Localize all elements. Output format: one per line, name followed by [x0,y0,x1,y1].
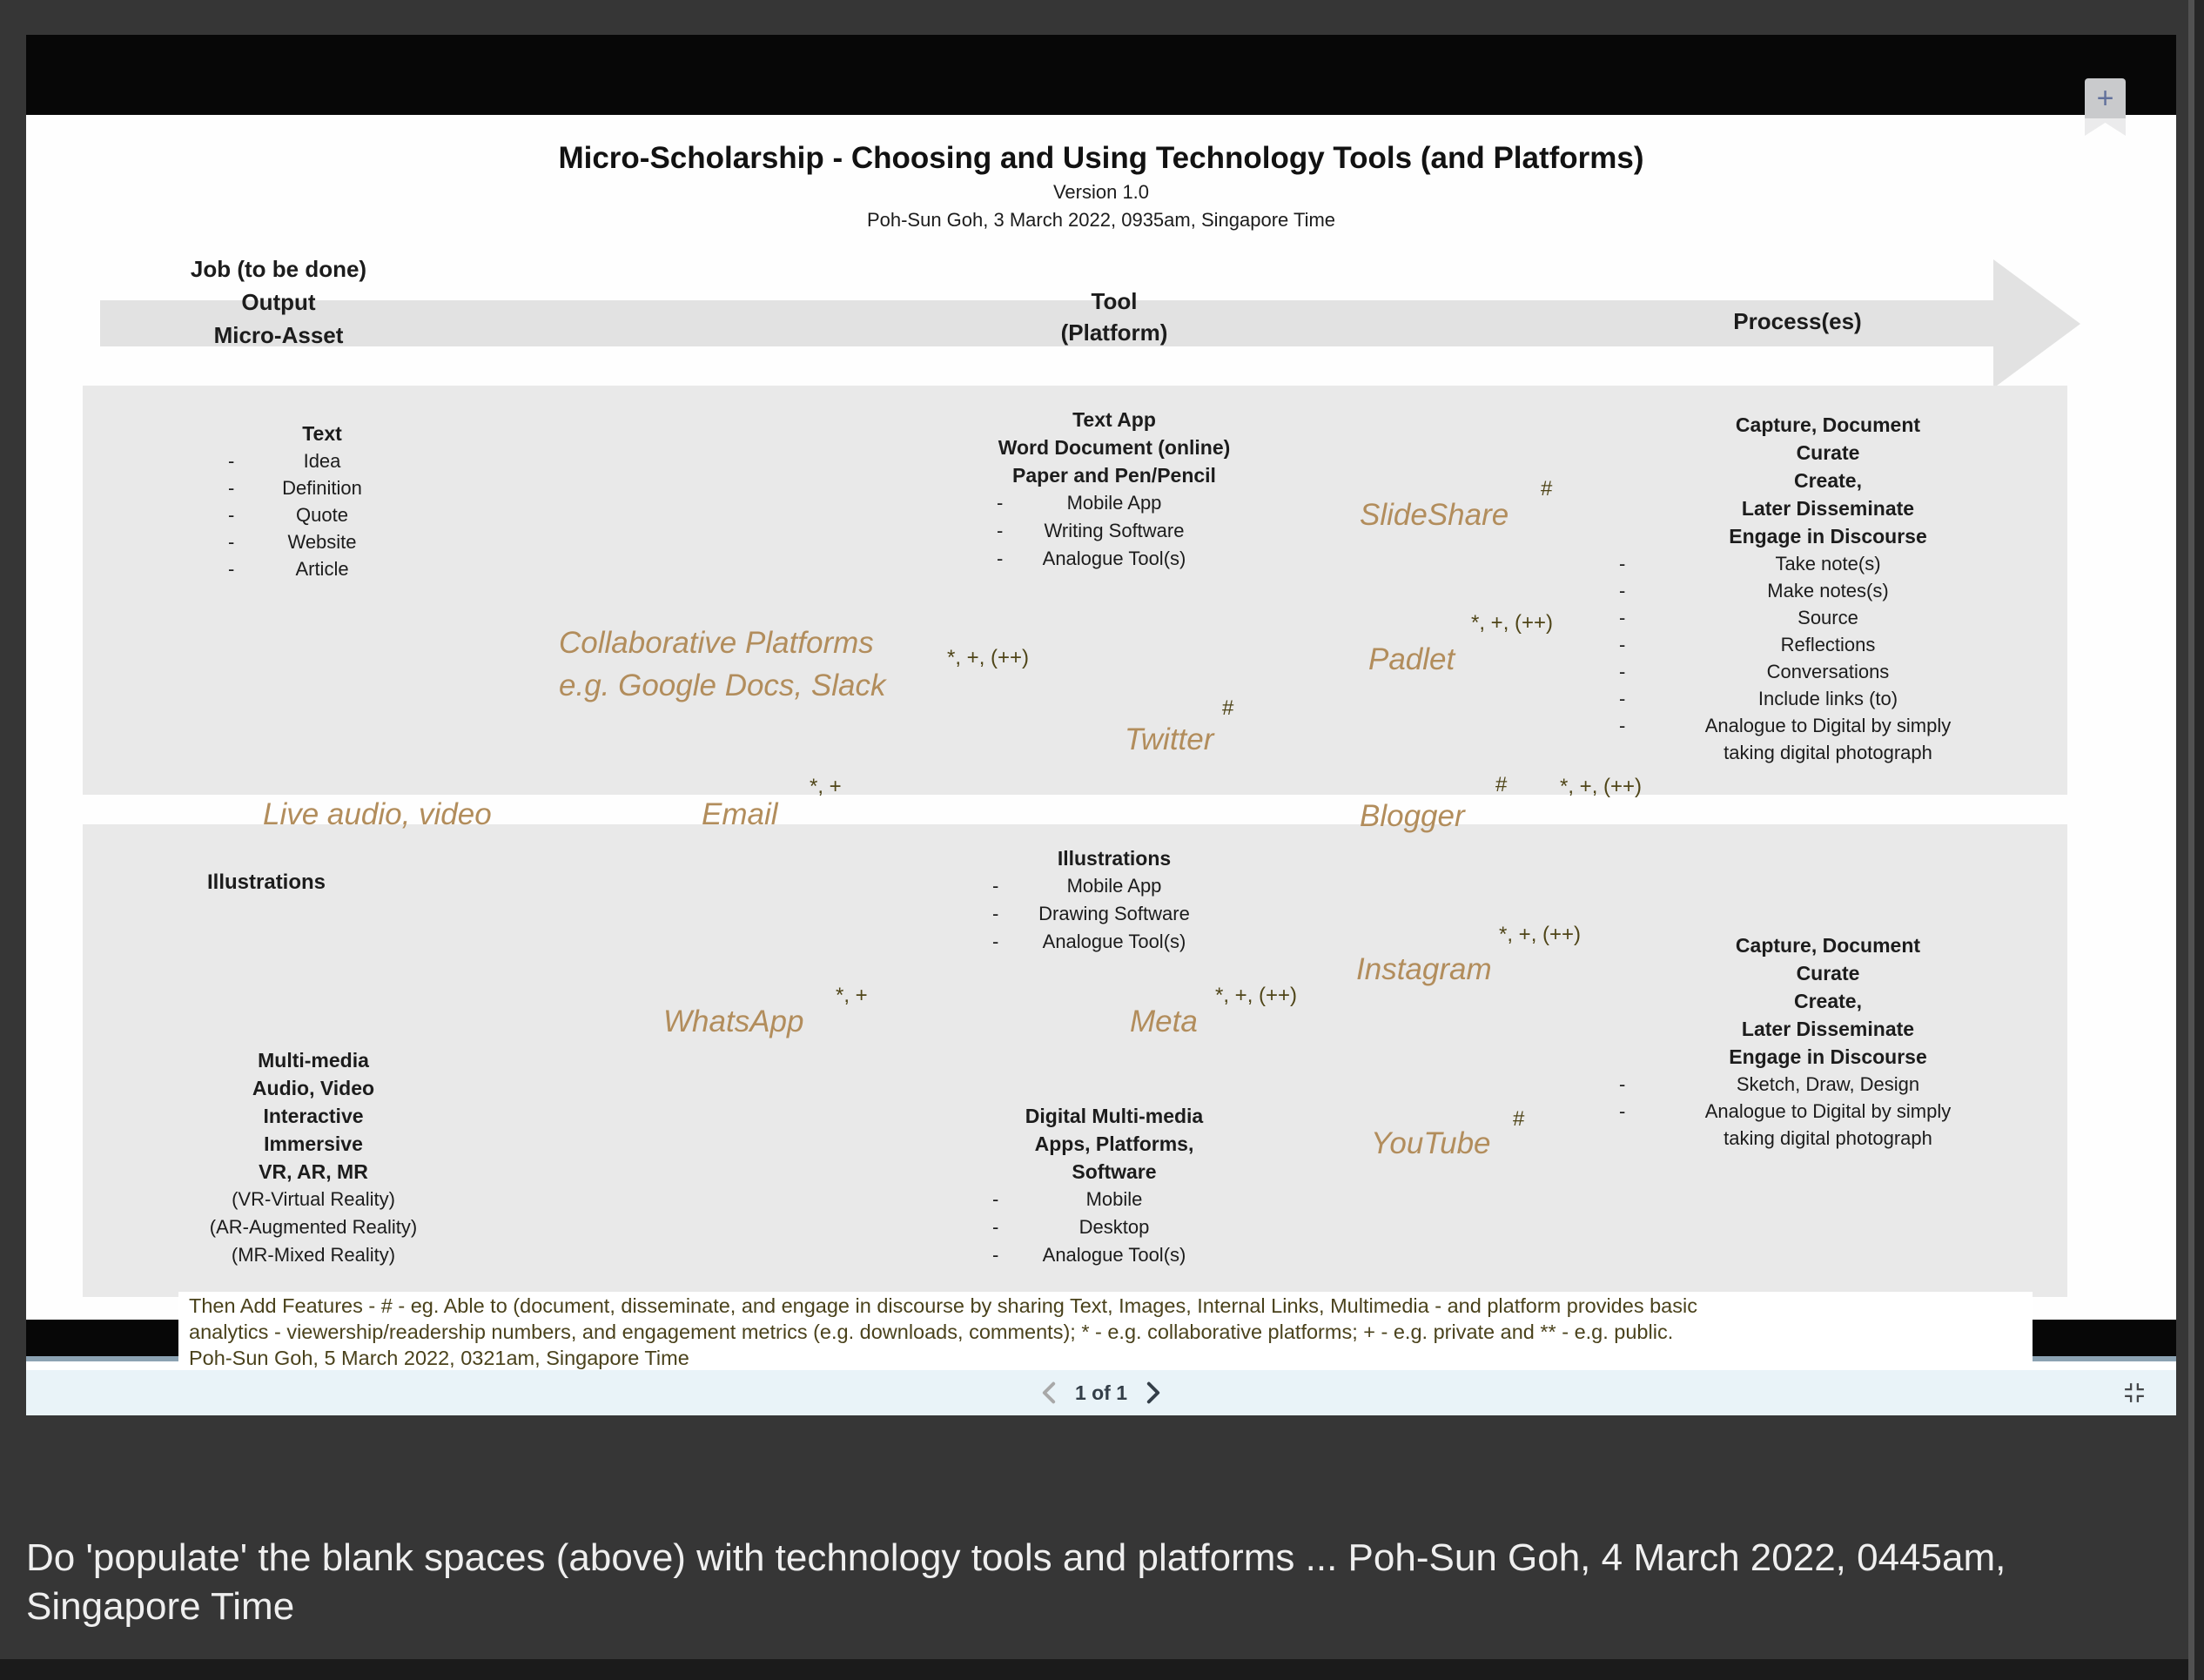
right-edge-line [2188,0,2194,1680]
slide-footnote [178,1292,2033,1370]
list-item-continuation [1589,739,2067,766]
illustrations-tool-list [958,844,1271,956]
dash-bullet [992,900,998,928]
list-header: Immersive [264,1132,363,1155]
dash-bullet [1619,1098,1625,1125]
list-item-label: Website [287,531,357,553]
list-item-label: Make notes(s) [1767,580,1889,601]
dash-bullet [997,517,1003,545]
pagination-bar [26,1370,2176,1415]
list-header: Digital Multi-media [1025,1105,1204,1127]
list-item-label: Article [295,558,349,580]
list-header: Curate [1796,962,1860,984]
twitter-symbols: # [1222,696,1234,720]
list-item [1589,631,2067,658]
column-header-tool [949,286,1280,348]
list-header: Capture, Document [1735,934,1921,957]
multimedia-output-list [148,1046,479,1269]
column-header-output [113,252,444,352]
footnote-line3: Poh-Sun Goh, 5 March 2022, 0321am, Singapore Time [189,1347,689,1369]
list-item [1589,1071,2067,1098]
bookmark-add-button[interactable] [2085,78,2126,118]
list-item [958,1241,1271,1269]
list-item [174,474,470,501]
digital-multimedia-tool-list [958,1102,1271,1269]
dash-bullet [228,474,234,501]
list-item-label: Source [1797,607,1858,628]
slide-byline: Poh-Sun Goh, 3 March 2022, 0935am, Singapore Time [866,209,1336,231]
platform-email: Email [702,797,778,831]
text-output-list [174,420,470,582]
list-item-label: Take note(s) [1775,553,1881,575]
platform-blogger: Blogger [1360,799,1465,833]
list-item-label: Analogue Tool(s) [1042,931,1186,952]
list-header: Engage in Discourse [1729,525,1927,548]
meta-symbols: *, +, (++) [1215,984,1298,1007]
list-item-label: Desktop [1078,1216,1150,1238]
instagram-symbols: *, +, (++) [1499,923,1582,946]
list-subline: (MR-Mixed Reality) [231,1244,396,1266]
list-header: Create, [1794,990,1862,1012]
list-item-label: taking digital photograph [1724,1127,1932,1149]
page-indicator: 1 of 1 [1074,1381,1128,1404]
collaborative-line2: e.g. Google Docs, Slack [559,669,886,702]
youtube-symbols: # [1513,1107,1525,1131]
list-header: Capture, Document [1735,413,1921,436]
right-edge-dark [2194,0,2204,1680]
list-header: Audio, Video [252,1077,375,1099]
list-item [174,501,470,528]
platform-instagram: Instagram [1356,952,1492,986]
list-item-continuation [1589,1125,2067,1152]
list-header: Later Disseminate [1741,497,1915,520]
platform-live-audio-video: Live audio, video [263,797,492,831]
list-item-label: Conversations [1766,661,1890,682]
list-subline: (AR-Augmented Reality) [209,1216,418,1238]
list-item [958,545,1271,573]
dash-bullet [992,1186,998,1213]
list-header: Later Disseminate [1741,1018,1915,1040]
dash-bullet [228,555,234,582]
list-header: VR, AR, MR [259,1160,368,1183]
platform-meta: Meta [1130,1005,1198,1038]
list-item-label: Mobile App [1066,492,1162,514]
list-header: Engage in Discourse [1729,1045,1927,1068]
list-item [174,528,470,555]
list-header: Interactive [263,1105,364,1127]
list-item [958,489,1271,517]
slide-version: Version 1.0 [1052,181,1150,203]
list-header: Apps, Platforms, [1034,1132,1194,1155]
dash-bullet [992,872,998,900]
dash-bullet [997,545,1003,573]
list-header: Curate [1796,441,1860,464]
viewer-top-letterbox [26,35,2176,115]
list-item-label: Drawing Software [1038,903,1190,924]
list-item-label: Writing Software [1044,520,1185,541]
bottom-edge-strip [0,1659,2204,1680]
list-item [958,1213,1271,1241]
list-item [958,872,1271,900]
list-item-label: Quote [296,504,348,526]
platform-whatsapp: WhatsApp [663,1005,804,1038]
list-item-label: Idea [303,450,341,472]
list-item [174,447,470,474]
list-item-label: Analogue to Digital by simply [1704,1100,1952,1122]
collaborative-line1: Collaborative Platforms [559,626,874,660]
process-list-top [1589,411,2067,766]
dash-bullet [997,489,1003,517]
illustrations-title: Illustrations [207,870,326,894]
list-item-label: Reflections [1780,634,1876,655]
platform-padlet: Padlet [1368,642,1455,676]
dash-bullet [1619,577,1625,604]
list-item [1589,712,2067,739]
dash-bullet [1619,1071,1625,1098]
list-item-label: Include links (to) [1757,688,1898,709]
header-tool: Tool [1091,288,1138,314]
list-item-label: Analogue Tool(s) [1042,1244,1186,1266]
list-item [1589,685,2067,712]
list-item-label: Mobile App [1066,875,1162,897]
header-platform: (Platform) [1060,319,1168,346]
dash-bullet [228,501,234,528]
list-item [1589,550,2067,577]
dash-bullet [1619,712,1625,739]
dash-bullet [1619,658,1625,685]
blogger-hash-symbol: # [1495,773,1508,796]
slide-title: Micro-Scholarship - Choosing and Using Technology Tools (and Platforms) [558,141,1644,175]
slideshare-symbols: # [1541,477,1553,501]
list-header: Multi-media [258,1049,369,1072]
blogger-symbols: *, +, (++) [1560,775,1643,798]
list-item [1589,577,2067,604]
previous-page-button[interactable] [1040,1381,1058,1404]
dash-bullet [992,1241,998,1269]
slide-page [26,115,2176,1320]
platform-collaborative [559,622,885,707]
list-item-label: Analogue Tool(s) [1042,548,1186,569]
list-header: Word Document (online) [998,436,1231,459]
platform-youtube: YouTube [1371,1126,1491,1160]
list-item-label: Definition [282,477,362,499]
list-item [958,900,1271,928]
list-item [174,555,470,582]
whatsapp-symbols: *, + [836,984,868,1007]
exit-fullscreen-icon[interactable] [2122,1381,2147,1405]
plus-icon: + [2096,81,2114,115]
header-micro-asset: Micro-Asset [213,322,344,348]
footnote-line2: analytics - viewership/readership numbers, and engagement metrics (e.g. downloads, comments); * - e.g. collaborative platforms; + - e.g. private and ** - e.g. public. [189,1320,1674,1343]
list-item [958,1186,1271,1213]
list-item [958,928,1271,956]
next-page-button[interactable] [1145,1381,1162,1404]
list-header: Software [1072,1160,1157,1183]
platform-slideshare: SlideShare [1360,498,1509,532]
list-header: Text [302,422,342,445]
collaborative-symbols: *, +, (++) [947,646,1030,669]
process-list-bottom [1589,931,2067,1152]
dash-bullet [992,928,998,956]
post-caption: Do 'populate' the blank spaces (above) with technology tools and platforms ... Poh-Sun Goh, 4 March 2022, 0445am, Singapore Time [26,1536,2006,1628]
dash-bullet [1619,685,1625,712]
list-header: Illustrations [1057,847,1172,870]
header-output: Output [241,289,316,315]
dash-bullet [1619,550,1625,577]
text-tool-list [958,406,1271,573]
platform-twitter: Twitter [1125,722,1214,756]
dash-bullet [228,447,234,474]
list-item [958,517,1271,545]
list-item [1589,658,2067,685]
list-item-label: Mobile [1085,1188,1143,1210]
list-item-label: taking digital photograph [1724,742,1932,763]
padlet-symbols: *, +, (++) [1471,611,1554,635]
column-header-process: Process(es) [1733,308,1862,334]
dash-bullet [228,528,234,555]
list-item-label: Analogue to Digital by simply [1704,715,1952,736]
dash-bullet [992,1213,998,1241]
arrow-head [1993,259,2080,388]
dash-bullet [1619,604,1625,631]
footnote-line1: Then Add Features - # - eg. Able to (document, disseminate, and engage in discourse by sharing Text, Images, Internal Links, Multimedia - and platform provides basic [189,1294,1697,1317]
list-subline: (VR-Virtual Reality) [232,1188,395,1210]
dash-bullet [1619,631,1625,658]
list-item [1589,1098,2067,1125]
list-header: Paper and Pen/Pencil [1012,464,1216,487]
list-item [1589,604,2067,631]
header-job: Job (to be done) [190,256,367,282]
list-item-label: Sketch, Draw, Design [1736,1073,1920,1095]
list-header: Text App [1072,408,1156,431]
list-header: Create, [1794,469,1862,492]
email-symbols: *, + [810,775,842,798]
pagination-controls [1040,1381,1162,1405]
